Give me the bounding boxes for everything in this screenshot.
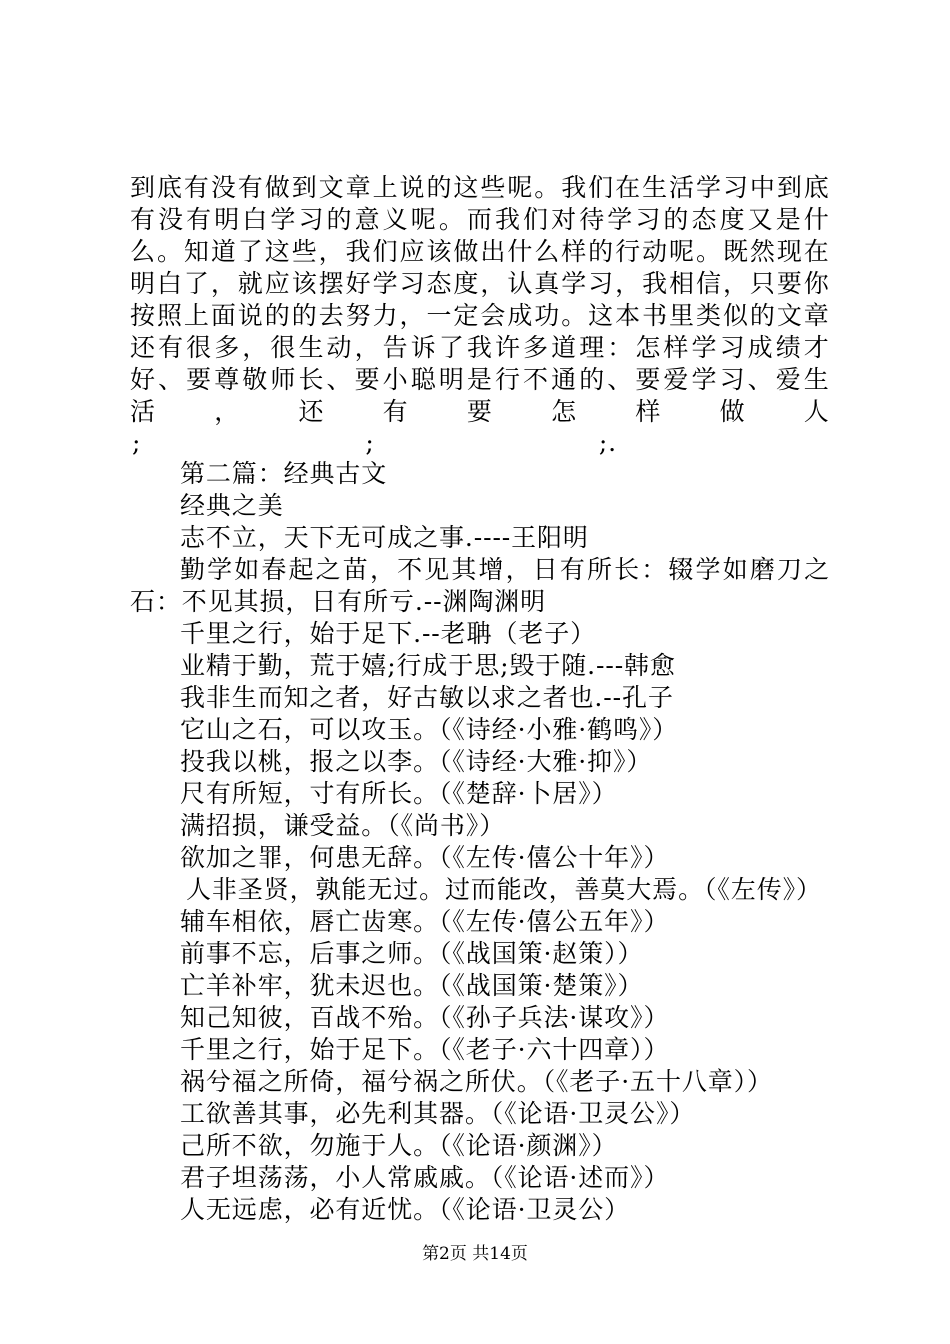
page-footer bbox=[0, 1243, 950, 1265]
quote-line: 千里之行，始于足下.--老聃（老子） bbox=[180, 619, 597, 648]
quote-line: 己所不欲，勿施于人。（《论语·颜渊》） bbox=[180, 1131, 618, 1160]
quote-line: 千里之行，始于足下。（《老子·六十四章）） bbox=[180, 1035, 670, 1064]
separator-line bbox=[130, 428, 617, 458]
quote-line: 工欲善其事，必先利其器。（《论语·卫灵公》） bbox=[180, 1099, 696, 1128]
quote-line: 前事不忘，后事之师。（《战国策·赵策）） bbox=[180, 939, 644, 968]
quote-line: 祸兮福之所倚，福兮祸之所伏。（《老子·五十八章）） bbox=[180, 1067, 773, 1096]
quote-line: 君子坦荡荡，小人常戚戚。（《论语·述而》） bbox=[180, 1163, 670, 1192]
quote-line: 亡羊补牢，犹未迟也。（《战国策·楚策》） bbox=[180, 971, 644, 1000]
document-body bbox=[130, 172, 830, 1226]
section-title: 第二篇：经典古文 bbox=[180, 459, 388, 488]
quote-line: 投我以桃，报之以李。（《诗经·大雅·抑》） bbox=[180, 747, 653, 776]
intro-paragraph: 到底有没有做到文章上说的这些呢。我们在生活学习中到底有没有明白学习的意义呢。而我们对待学习的态度又是什么。知道了这些，我们应该做出什么样的行动呢。既然现在明白了，就应该摆好学习态度，认真学习，我相信，只要你按照上面说的的去努力，一定会成功。这本书里类似的文章还有很多，很生动，告诉了我许多道理：怎样学习成绩才好、要尊敬师长、要小聪明是行不通的、要爱学习、爱生活，还有要怎样做人 bbox=[130, 173, 830, 426]
separator-mark: ; bbox=[132, 428, 142, 457]
section-subtitle: 经典之美 bbox=[180, 491, 284, 520]
quote-line: 满招损，谦受益。（《尚书》） bbox=[180, 811, 506, 840]
quote-line: 志不立，天下无可成之事.----王阳明 bbox=[180, 523, 589, 552]
separator-mark: ; bbox=[365, 428, 375, 457]
quote-line: 人无远虑，必有近忧。（《论语·卫灵公） bbox=[180, 1195, 631, 1224]
quote-line: 我非生而知之者，好古敏以求之者也.--孔子 bbox=[180, 683, 674, 712]
page-number: 第2页 共14页 bbox=[422, 1244, 528, 1264]
quote-line: 辅车相依，唇亡齿寒。（《左传·僖公五年》） bbox=[180, 907, 670, 936]
quote-line: 人非圣贤，孰能无过。过而能改，善莫大焉。（《左传》） bbox=[186, 875, 822, 904]
quote-line: 尺有所短，寸有所长。（《楚辞·卜居》） bbox=[180, 779, 618, 808]
quote-line: 欲加之罪，何患无辞。（《左传·僖公十年》） bbox=[180, 843, 670, 872]
quote-line: 它山之石，可以攻玉。（《诗经·小雅·鹤鸣》） bbox=[180, 715, 679, 744]
separator-mark: ;. bbox=[598, 428, 617, 457]
quote-line: 知己知彼，百战不殆。（《孙子兵法·谋攻》） bbox=[180, 1003, 670, 1032]
quote-line: 勤学如春起之苗，不见其增，日有所长：辍学如磨刀之石：不见其损，日有所亏.--渊陶渊明 bbox=[130, 555, 830, 616]
quote-line: 业精于勤，荒于嬉;行成于思;毁于随.---韩愈 bbox=[180, 651, 676, 680]
